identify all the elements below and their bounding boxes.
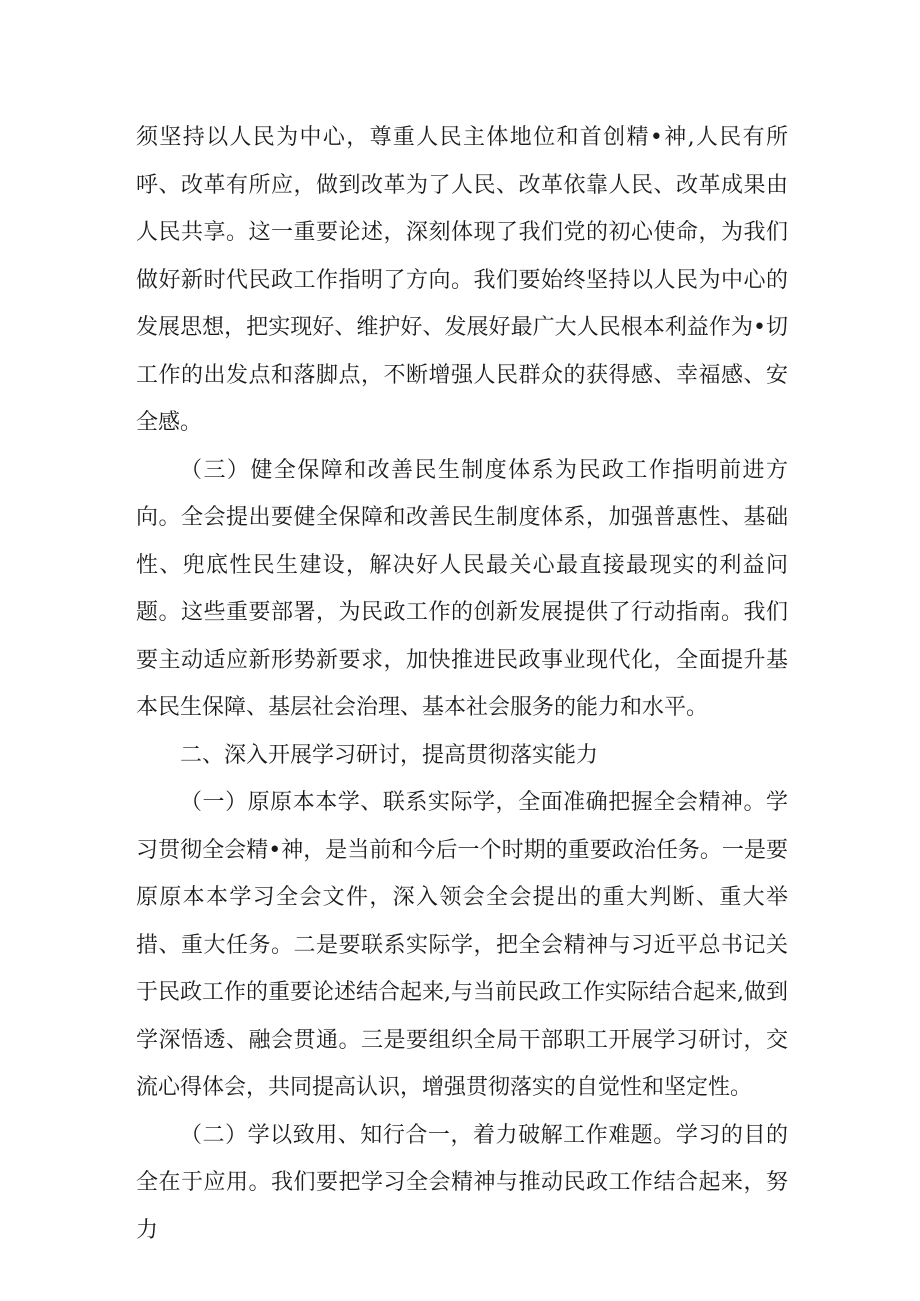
document-body (136, 114, 788, 1254)
paragraph-subsection-two: （二）学以致用、知行合一，着力破解工作难题。学习的目的全在于应用。我们要把学习全会精神与推动民政工作结合起来，努力 (136, 1122, 788, 1243)
paragraph-subsection-one: （一）原原本本学、联系实际学，全面准确把握全会精神。学习贯彻全会精•神，是当前和今后一个时期的重要政治任务。一是要原原本本学习全会文件，深入领会全会提出的重大判断、重大举措、重大任务。二是要联系实际学，把全会精神与习近平总书记关于民政工作的重要论述结合起来,与当前民政工作实际结合起来,做到学深悟透、融会贯通。三是要组织全局干部职工开展学习研讨，交流心得体会，共同提高认识，增强贯彻落实的自觉性和坚定性。 (136, 790, 788, 1100)
section-heading-two: 二、深入开展学习研讨，提高贯彻落实能力 (180, 742, 599, 768)
paragraph-people-centered: 须坚持以人民为中心，尊重人民主体地位和首创精•神,人民有所呼、改革有所应，做到改革为了人民、改革依靠人民、改革成果由人民共享。这一重要论述，深刻体现了我们党的初心使命，为我们做好新时代民政工作指明了方向。我们要始终坚持以人民为中心的发展思想，把实现好、维护好、发展好最广大人民根本利益作为•切工作的出发点和落脚点，不断增强人民群众的获得感、幸福感、安全感。 (136, 125, 788, 435)
paragraph-section-three: （三）健全保障和改善民生制度体系为民政工作指明前进方向。全会提出要健全保障和改善民生制度体系，加强普惠性、基础性、兜底性民生建设，解决好人民最关心最直接最现实的利益问题。这些重要部署，为民政工作的创新发展提供了行动指南。我们要主动适应新形势新要求，加快推进民政事业现代化，全面提升基本民生保障、基层社会治理、基本社会服务的能力和水平。 (136, 457, 788, 720)
